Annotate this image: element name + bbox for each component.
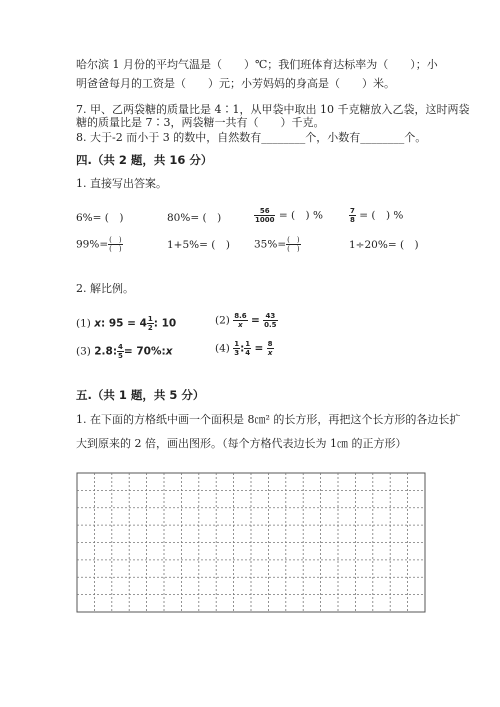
fraction-numerator: 1 — [234, 340, 240, 348]
proportion-3-head: 2.8: — [94, 345, 118, 358]
answer-item-1: 6%= ( ) — [76, 212, 124, 224]
question-7-line-2: 糖的质量比是 7∶3，两袋糖一共有（ ）千克。 — [76, 116, 325, 129]
equals-sign: = — [254, 342, 264, 355]
answer-item-4-tail: = ( ) % — [359, 209, 404, 222]
fraction-numerator: 1 — [245, 340, 251, 348]
fraction-numerator: 43 — [263, 312, 277, 321]
square-grid-paper[interactable] — [76, 472, 426, 613]
proportion-2-label: (2) — [215, 314, 230, 327]
answer-item-2: 80%= ( ) — [167, 212, 222, 224]
proportion-4 — [215, 340, 274, 357]
fraction-denominator: x — [238, 321, 243, 329]
section-5-question-1-line-2: 大到原来的 2 倍，画出图形。（每个方格代表边长为 1㎝ 的正方形） — [76, 437, 407, 450]
section-5-title: 五.（共 1 题，共 5 分） — [76, 388, 205, 402]
proportion-3-tail: = 70%: — [123, 345, 166, 358]
answer-item-7-head: 35%= — [254, 238, 287, 251]
fraction-numerator: ( ) — [109, 236, 122, 244]
fraction-denominator: ( ) — [287, 245, 300, 253]
answer-item-3-tail: = ( ) % — [278, 209, 323, 222]
fraction-numerator: 56 — [254, 207, 275, 216]
fraction-numerator: 8 — [267, 340, 273, 348]
section-4-title: 四.（共 2 题，共 16 分） — [76, 153, 213, 167]
section-4-question-1: 1. 直接写出答案。 — [76, 177, 167, 190]
proportion-1 — [76, 315, 176, 332]
answer-item-3 — [254, 207, 323, 224]
answer-item-7 — [254, 236, 301, 253]
proportion-3 — [76, 343, 172, 360]
intro-line-1: 哈尔滨 1 月份的平均气温是（ ）℃；我们班体育达标率为（ ）；小 — [76, 58, 438, 71]
proportion-4-label: (4) — [215, 342, 230, 355]
fraction-denominator: ( ) — [109, 245, 122, 253]
section-5-question-1-line-1: 1. 在下面的方格纸中画一个面积是 8㎝² 的长方形，再把这个长方形的各边长扩 — [76, 413, 461, 426]
equals-sign: = — [250, 314, 260, 327]
proportion-1-mid: : 95 = 4 — [101, 317, 147, 330]
answer-item-5 — [76, 236, 123, 253]
fraction-numerator: 7 — [350, 207, 355, 215]
question-8: 8. 大于-2 而小于 3 的数中，自然数有________个，小数有________个。 — [76, 131, 427, 144]
fraction-numerator: ( ) — [287, 236, 300, 244]
fraction-denominator: 8 — [350, 216, 355, 224]
fraction-denominator: 3 — [234, 349, 240, 357]
answer-item-4 — [349, 207, 403, 224]
fraction-numerator: 8.6 — [234, 312, 247, 320]
intro-line-2: 明爸爸每月的工资是（ ）元；小芳妈妈的身高是（ ）米。 — [76, 77, 395, 90]
fraction-numerator: 1 — [147, 315, 153, 323]
answer-item-8: 1÷20%= ( ) — [349, 239, 419, 251]
variable-x: x — [165, 345, 173, 358]
fraction-denominator: 5 — [118, 352, 123, 360]
question-7-line-1: 7. 甲、乙两袋糖的质量比是 4∶1，从甲袋中取出 10 千克糖放入乙袋，这时两袋 — [76, 103, 470, 116]
section-4-question-2: 2. 解比例。 — [76, 282, 134, 295]
proportion-1-tail: : 10 — [153, 317, 177, 330]
fraction-denominator: 0.5 — [264, 321, 277, 329]
answer-item-5-head: 99%= — [76, 238, 109, 251]
proportion-3-label: (3) — [76, 345, 91, 358]
variable-x: x — [94, 317, 101, 330]
proportion-2 — [215, 312, 278, 329]
colon: : — [240, 342, 245, 355]
fraction-denominator: x — [267, 349, 273, 357]
fraction-denominator: 2 — [147, 324, 153, 332]
fraction-denominator: 4 — [245, 349, 251, 357]
fraction-denominator: 1000 — [255, 216, 275, 224]
fraction-numerator: 4 — [118, 343, 123, 351]
answer-item-6: 1+5%= ( ) — [167, 239, 230, 251]
proportion-1-label: (1) — [76, 317, 91, 330]
